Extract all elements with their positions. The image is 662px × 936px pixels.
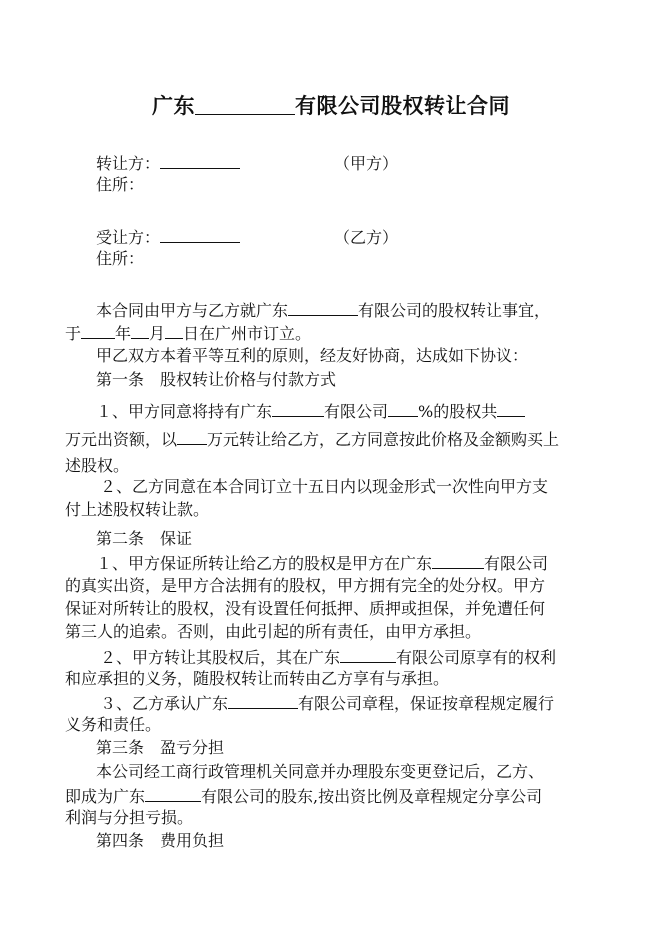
a2c3-text-b: 有限公司章程，保证按章程规定履行 [298, 694, 555, 713]
article2-clause2-line1 [100, 646, 556, 668]
a3-text-b: 即成为广东 [65, 787, 146, 806]
title-blank [195, 94, 295, 115]
intro-text-e: 月 [149, 324, 166, 343]
article4-heading: 第四条 费用负担 [96, 831, 225, 850]
a2c1-company-blank [432, 552, 484, 569]
transferee-blank [160, 226, 240, 243]
transferee-line [96, 226, 398, 248]
year-blank [81, 322, 115, 339]
transferor-address: 住所： [96, 175, 145, 194]
article1-heading: 第一条 股权转让价格与付款方式 [96, 370, 337, 389]
article2-heading: 第二条 保证 [96, 529, 193, 548]
transferor-label: 转让方： [96, 154, 161, 173]
article1-clause1-line1 [96, 400, 525, 422]
a2c1-text-b: 有限公司 [484, 554, 549, 573]
a1c1-text-a: １、甲方同意将持有广东 [96, 402, 273, 421]
article1-clause1-line2 [65, 428, 559, 450]
article1-clause2-line1: ２、乙方同意在本合同订立十五日内以现金形式一次性向甲方支 [100, 477, 549, 496]
title-suffix: 有限公司股权转让合同 [295, 94, 510, 118]
a3-company-blank [145, 785, 201, 802]
transferee-role: （乙方） [334, 228, 399, 247]
a3-text-c: 有限公司的股东,按出资比例及章程规定分享公司 [201, 787, 543, 806]
intro-line-2 [65, 322, 311, 344]
article1-clause2-line2: 付上述股权转让款。 [65, 500, 210, 519]
transferor-blank [160, 152, 240, 169]
a1c1-text-e: 万元转让给乙方，乙方同意按此价格及金额购买上 [207, 430, 560, 449]
day-blank [165, 322, 183, 339]
a1c1-text-b: 有限公司 [324, 402, 389, 421]
a2c2-text-b: 有限公司原享有的权利 [396, 648, 557, 667]
intro-text-f: 日在广州市订立。 [183, 324, 312, 343]
article2-clause1-line1 [96, 552, 548, 574]
transferee-label: 受让方： [96, 228, 161, 247]
intro-text-b: 有限公司的股权转让事宜， [358, 301, 551, 320]
article2-clause3-line1 [100, 692, 554, 714]
article2-clause1-line2: 的真实出资，是甲方合法拥有的股权，甲方拥有完全的处分权。甲方 [65, 576, 546, 595]
contract-title [0, 90, 662, 120]
article2-clause2-line2: 和应承担的义务，随股权转让而转由乙方享有与承担。 [65, 669, 450, 688]
a1c1-text-c: %的股权共 [418, 402, 498, 421]
a2c3-company-blank [228, 692, 298, 709]
month-blank [131, 322, 149, 339]
a1c1-price-blank [177, 428, 207, 445]
a1c1-text-d: 万元出资额，以 [65, 430, 178, 449]
intro-text-d: 年 [115, 324, 132, 343]
intro-line-1 [96, 299, 550, 321]
transferee-address: 住所： [96, 249, 145, 268]
intro-text-c: 于 [65, 324, 82, 343]
transferor-line [96, 152, 398, 174]
a1c1-amount-blank [497, 400, 525, 417]
transferor-role: （甲方） [334, 154, 399, 173]
a1c1-company-blank [272, 400, 324, 417]
a2c3-text-a: ３、乙方承认广东 [100, 694, 229, 713]
article1-clause1-line3: 述股权。 [65, 456, 130, 475]
a2c1-text-a: １、甲方保证所转让给乙方的股权是甲方在广东 [96, 554, 433, 573]
article3-line2 [65, 785, 542, 807]
a1c1-percent-blank [388, 400, 418, 417]
article2-clause1-line4: 第三人的追索。否则，由此引起的所有责任，由甲方承担。 [65, 622, 482, 641]
article3-line3: 利润与分担亏损。 [65, 808, 194, 827]
a2c2-text-a: ２、甲方转让其股权后，其在广东 [100, 648, 341, 667]
intro-line-3: 甲乙双方本着平等互利的原则，经友好协商，达成如下协议： [96, 346, 529, 365]
a2c2-company-blank [340, 646, 396, 663]
article2-clause3-line2: 义务和责任。 [65, 715, 162, 734]
article3-heading: 第三条 盈亏分担 [96, 738, 225, 757]
article2-clause1-line3: 保证对所转让的股权，没有设置任何抵押、质押或担保，并免遭任何 [65, 599, 546, 618]
article3-line1: 本公司经工商行政管理机关同意并办理股东变更登记后，乙方、 [96, 762, 545, 781]
company-blank [288, 299, 358, 316]
intro-text-a: 本合同由甲方与乙方就广东 [96, 301, 289, 320]
title-prefix: 广东 [152, 94, 195, 118]
